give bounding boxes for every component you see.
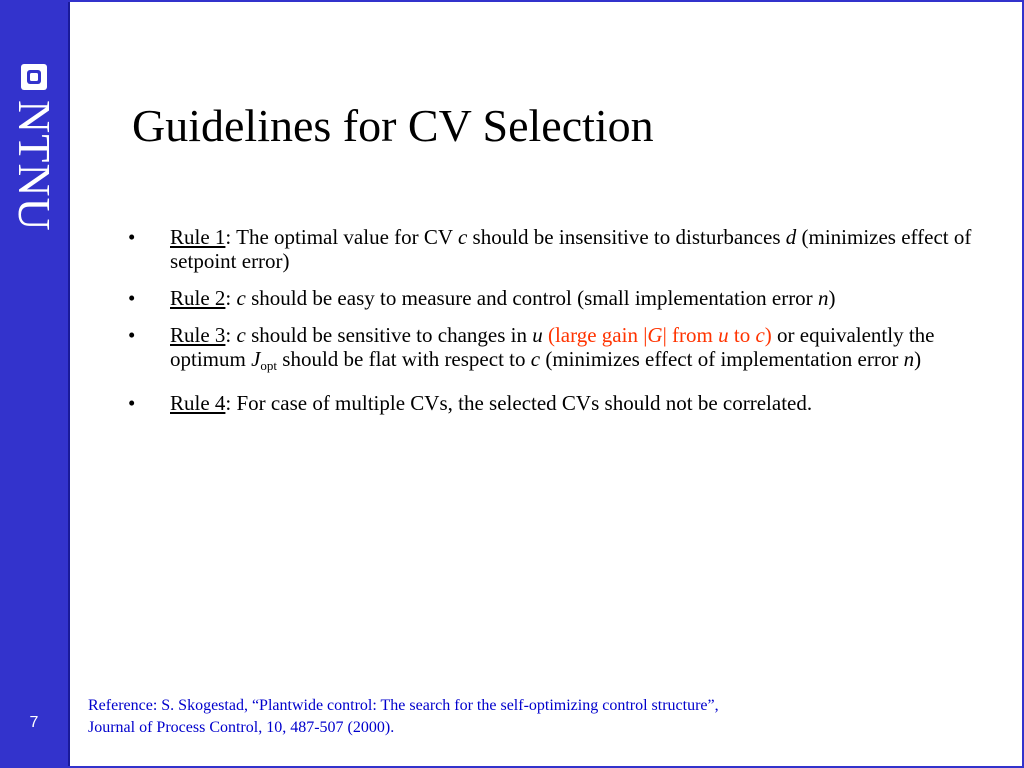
rule-name: Rule 1 (170, 225, 226, 249)
highlight-text: (large gain | (542, 323, 648, 347)
rule-text: : (225, 323, 237, 347)
highlight-variable: G (647, 323, 663, 347)
variable: c (236, 323, 246, 347)
variable: J (251, 347, 261, 371)
rule-text: should be insensitive to disturbances (467, 225, 786, 249)
rule-text: (minimizes effect of implementation error (540, 347, 904, 371)
reference-line-2: Journal of Process Control, 10, 487-507 (2000). (88, 719, 395, 736)
rule-text: ) (828, 286, 836, 310)
highlight-variable: c (755, 323, 765, 347)
frame-top (68, 0, 1024, 2)
reference-line-1: Reference: S. Skogestad, “Plantwide control: The search for the self-optimizing control structure”, (88, 697, 719, 714)
variable: c (530, 347, 541, 371)
slide-title: Guidelines for CV Selection (132, 100, 654, 151)
rules-list (128, 225, 998, 428)
subscript: opt (260, 358, 278, 373)
page-number: 7 (29, 714, 39, 731)
rule-text: should be sensitive to changes in (245, 323, 533, 347)
frame-divider (68, 0, 70, 768)
bullet-icon: • (128, 286, 136, 310)
ntnu-logo-icon (21, 64, 47, 90)
sidebar (0, 0, 68, 768)
variable: c (457, 225, 468, 249)
bullet-icon: • (128, 323, 136, 347)
variable: n (903, 347, 915, 371)
rule-text: : For case of multiple CVs, the selected CVs should not be correlated. (225, 391, 813, 415)
rule-text: ) (914, 347, 922, 371)
variable: u (532, 323, 543, 347)
rule-name: Rule 2 (170, 286, 226, 310)
rule-2 (128, 286, 998, 310)
highlight-text: to (728, 323, 756, 347)
bullet-icon: • (128, 391, 136, 415)
rule-3 (128, 323, 998, 378)
logo-text: NTNU (9, 100, 60, 232)
rule-text: : The optimal value for CV (225, 225, 458, 249)
rule-4 (128, 391, 998, 415)
rule-text: : (225, 286, 237, 310)
highlight-variable: u (718, 323, 729, 347)
rule-name: Rule 4 (170, 391, 226, 415)
reference (88, 695, 988, 739)
rule-name: Rule 3 (170, 323, 226, 347)
highlight-text: | from (662, 323, 719, 347)
bullet-icon: • (128, 225, 136, 249)
rule-1 (128, 225, 998, 273)
rule-text: should be easy to measure and control (small implementation error (245, 286, 818, 310)
variable: d (785, 225, 797, 249)
rule-text: or equivalently the optimum (170, 323, 935, 371)
rule-text: (minimizes effect of setpoint error) (170, 225, 972, 273)
variable: c (236, 286, 246, 310)
variable: n (817, 286, 829, 310)
highlight-text: ) (764, 323, 772, 347)
rule-text: should be flat with respect to (277, 347, 531, 371)
